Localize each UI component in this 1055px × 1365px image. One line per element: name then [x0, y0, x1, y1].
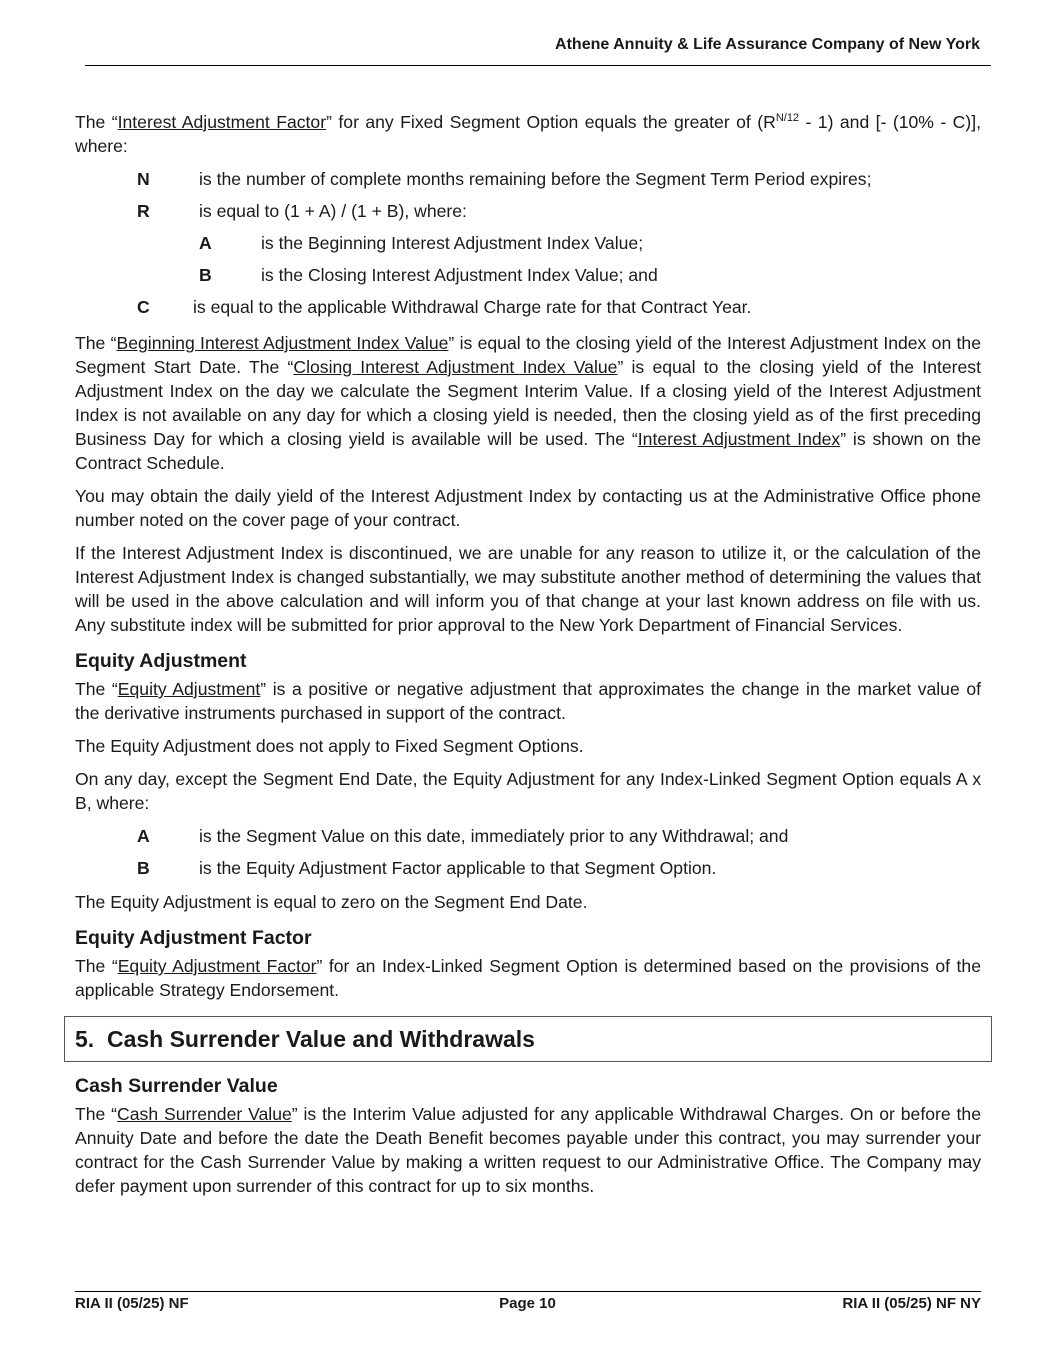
text-fragment: The “ [75, 333, 117, 353]
text-fragment: - 1) and [- (10% - C)], where: [75, 112, 982, 156]
defined-term-interest-adjustment-factor: Interest Adjustment Factor [117, 112, 327, 132]
defined-term-closing-index-value: Closing Interest Adjustment Index Value [293, 357, 618, 377]
equity-adjustment-heading: Equity Adjustment [75, 650, 247, 672]
defined-term-beginning-index-value: Beginning Interest Adjustment Index Value [116, 333, 449, 353]
text-fragment: ” is a positive or negative adjustment that approximates the change in the market value of the derivative instruments purchased in support of the contract. [75, 679, 982, 723]
defined-term-interest-adjustment-index: Interest Adjustment Index [637, 429, 841, 449]
defined-term-cash-surrender-value: Cash Surrender Value [117, 1104, 292, 1124]
defined-term-equity-adjustment: Equity Adjustment [117, 679, 261, 699]
company-header: Athene Annuity & Life Assurance Company of New York [555, 36, 980, 53]
definition-c [75, 295, 981, 319]
footer-form-number-left: RIA II (05/25) NF [75, 1295, 189, 1312]
footer-page-number: Page 10 [499, 1295, 556, 1312]
text-fragment: ” for an Index-Linked Segment Option is determined based on the provisions of the applicable Strategy Endorsement. [75, 956, 982, 1000]
text-fragment: ” is the Interim Value adjusted for any applicable Withdrawal Charges. On or before the Annuity Date and before the date the Death Benefit becomes payable under this contract, you may surrender your contract for the Cash Surrender Value by making a written request to our Administrative Office. The Company may defer payment upon surrender of this contract for up to six months. [75, 1104, 981, 1196]
def-term: C [137, 297, 150, 317]
def-text: is the Equity Adjustment Factor applicable to that Segment Option. [199, 858, 717, 878]
equity-zero-paragraph: The Equity Adjustment is equal to zero on the Segment End Date. [75, 892, 588, 912]
def-term: R [137, 201, 150, 221]
def-text: is equal to (1 + A) / (1 + B), where: [199, 201, 467, 221]
text-fragment: ” is equal to the closing yield of the Interest Adjustment Index on the Segment Start Date. The “ [75, 333, 981, 377]
equity-adjustment-factor-paragraph [75, 954, 981, 1002]
definition-r [75, 199, 981, 223]
text-fragment: The “ [75, 1104, 118, 1124]
header-divider [85, 65, 991, 66]
definition-ea-a [75, 824, 981, 848]
text-fragment: ” for any Fixed Segment Option equals the greater of (R [326, 112, 776, 132]
def-term: B [199, 265, 212, 285]
page-content [75, 110, 981, 1207]
section-5-box [64, 1016, 992, 1062]
text-fragment: The “ [75, 112, 118, 132]
def-text: is the Closing Interest Adjustment Index Value; and [261, 265, 658, 285]
cash-surrender-value-paragraph [75, 1102, 981, 1198]
superscript-exponent: N/12 [775, 112, 800, 125]
equity-formula-paragraph: On any day, except the Segment End Date, the Equity Adjustment for any Index-Linked Segment Option equals A x B, where: [75, 769, 981, 813]
defined-term-equity-adjustment-factor: Equity Adjustment Factor [117, 956, 317, 976]
no-fixed-paragraph: The Equity Adjustment does not apply to Fixed Segment Options. [75, 736, 584, 756]
def-text: is equal to the applicable Withdrawal Charge rate for that Contract Year. [193, 297, 752, 317]
discontinued-index-paragraph: If the Interest Adjustment Index is discontinued, we are unable for any reason to utilize it, or the calculation of the Interest Adjustment Index is changed substantially, we may substitute another method of determining the values that will be used in the above calculation and will inform you of that change at your last known address on file with us. Any substitute index will be submitted for prior approval to the New York Department of Financial Services. [75, 543, 981, 635]
def-term: A [137, 826, 150, 846]
def-term: B [137, 858, 150, 878]
def-text: is the Segment Value on this date, immediately prior to any Withdrawal; and [199, 826, 789, 846]
def-text: is the Beginning Interest Adjustment Index Value; [261, 233, 644, 253]
equity-adjustment-factor-heading: Equity Adjustment Factor [75, 927, 312, 949]
text-fragment: ” is shown on the Contract Schedule. [75, 429, 981, 473]
definition-n [75, 167, 981, 191]
text-fragment: The “ [75, 679, 118, 699]
cash-surrender-value-heading: Cash Surrender Value [75, 1075, 278, 1097]
footer-divider [75, 1291, 981, 1292]
text-fragment: ” is equal to the closing yield of the Interest Adjustment Index on the day we calculate the Segment Interim Value. If a closing yield of the Interest Adjustment Index is not available on any day for which a closing yield is needed, then the closing yield as of the first preceding Business Day for which a closing yield is available will be used. The “ [75, 357, 981, 449]
daily-yield-paragraph: You may obtain the daily yield of the Interest Adjustment Index by contacting us at the Administrative Office phone number noted on the cover page of your contract. [75, 486, 981, 530]
text-fragment: The “ [75, 956, 118, 976]
equity-adjustment-paragraph [75, 677, 981, 725]
section-5-title: 5. Cash Surrender Value and Withdrawals [75, 1026, 535, 1052]
definition-b [75, 263, 981, 287]
iaf-paragraph [75, 110, 981, 158]
def-text: is the number of complete months remaining before the Segment Term Period expires; [199, 169, 872, 189]
definition-a [75, 231, 981, 255]
footer-form-number-right: RIA II (05/25) NF NY [842, 1295, 981, 1312]
definition-ea-b [75, 856, 981, 880]
def-term: A [199, 233, 212, 253]
index-value-paragraph [75, 331, 981, 475]
def-term: N [137, 169, 150, 189]
